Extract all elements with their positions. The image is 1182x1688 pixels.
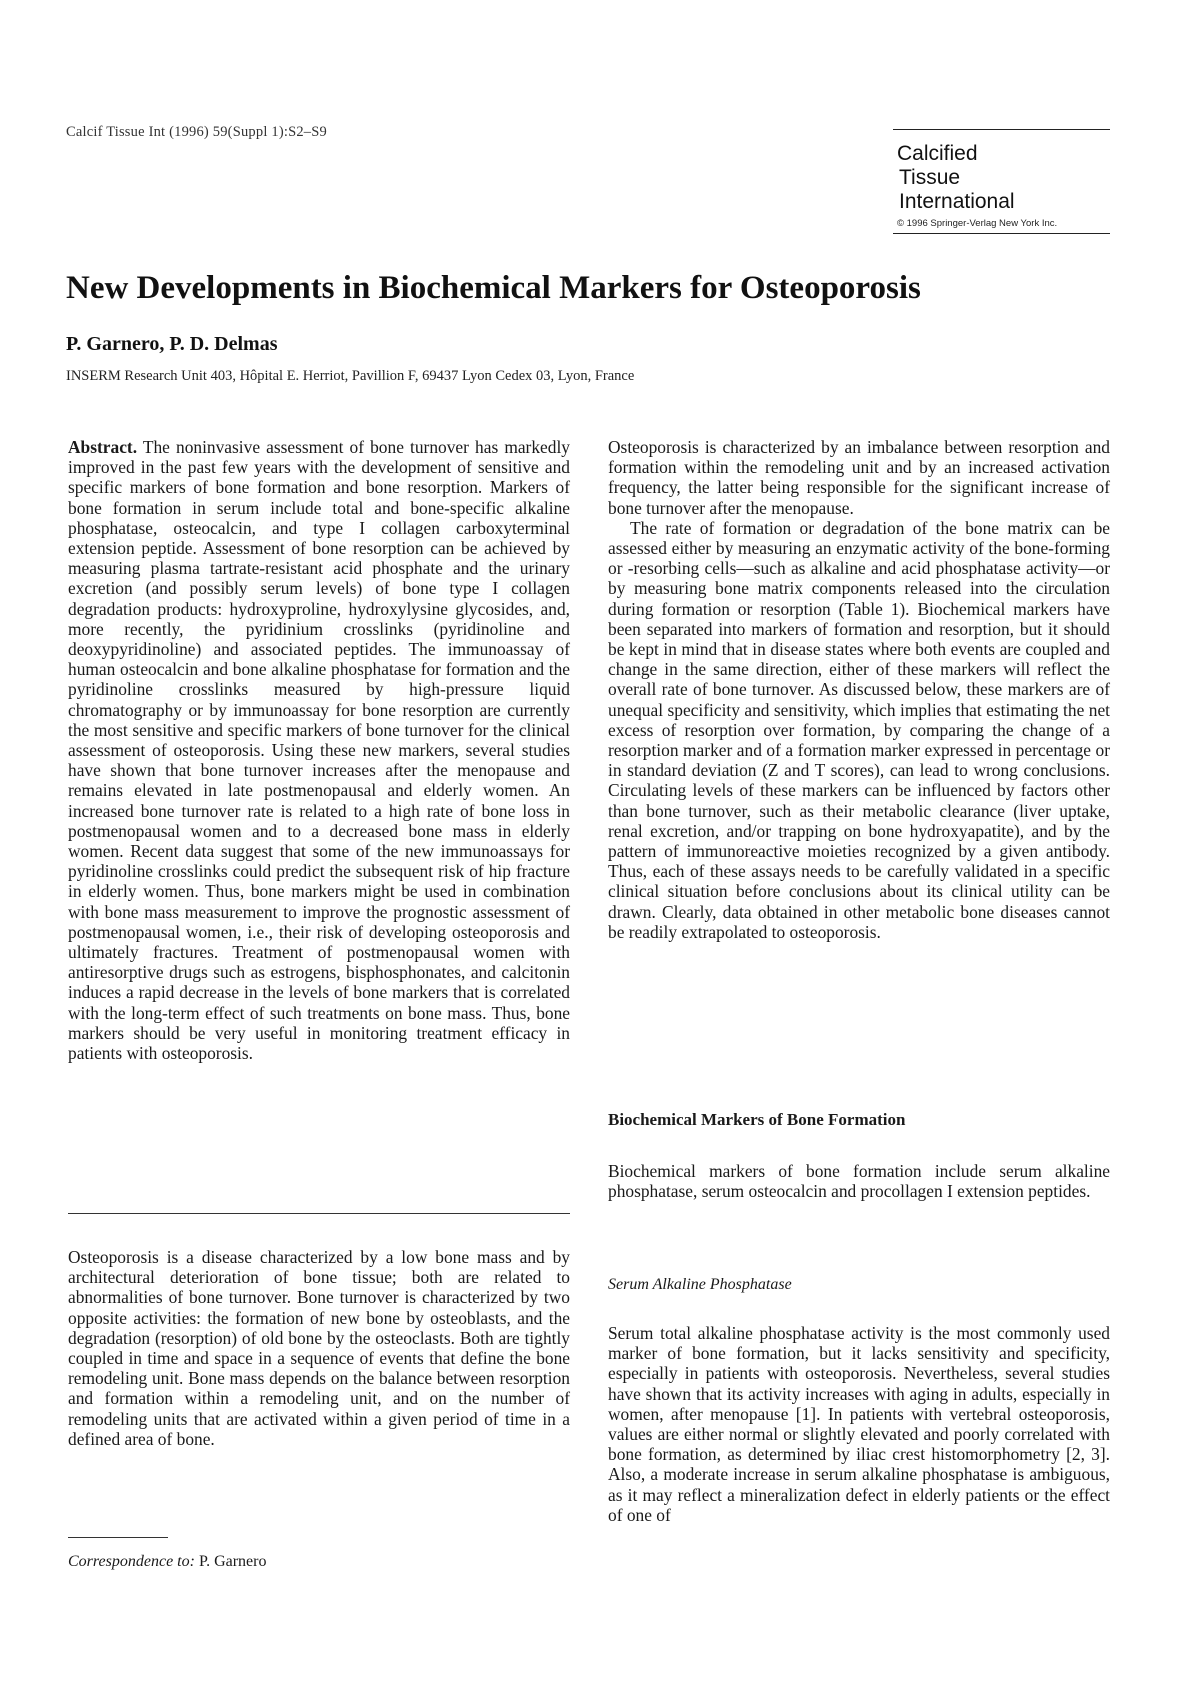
author-affiliation: INSERM Research Unit 403, Hôpital E. Herriot, Pavillion F, 69437 Lyon Cedex 03, Lyon, France xyxy=(66,368,635,384)
logo-bottom-rule xyxy=(893,233,1110,234)
journal-logo xyxy=(893,129,1110,234)
correspondence-label: Correspondence to: xyxy=(68,1553,195,1570)
copyright-notice: © 1996 Springer-Verlag New York Inc. xyxy=(897,218,1058,229)
abstract-divider xyxy=(68,1213,570,1214)
article-title: New Developments in Biochemical Markers for Osteoporosis xyxy=(66,270,921,306)
abstract-label: Abstract. xyxy=(68,437,138,457)
right-paragraph-2: The rate of formation or degradation of the bone matrix can be assessed either by measuring an enzymatic activity of the bone-forming or -resorbing cells—such as alkaline and acid phosphatase activity—or by measuring bone matrix components released into the circulation during formation or resorption (Table 1). Biochemical markers have been separated into markers of formation and resorption, but it should be kept in mind that in disease states where both events are coupled and change in the same direction, either of these markers will reflect the overall rate of bone turnover. As discussed below, these markers are of unequal specificity and sensitivity, which implies that estimating the net excess of resorption over formation, by comparing the change of a resorption marker and of a formation marker expressed in percentage or in standard deviation (Z and T scores), can lead to wrong conclusions. Circulating levels of these markers can be influenced by factors other than bone turnover, such as their metabolic clearance (liver uptake, renal excretion, and/or trapping on bone hydroxyapatite), and by the pattern of immunoreactive moieties recognized by a given antibody. Thus, each of these assays needs to be carefully validated in a specific clinical situation before conclusions about its clinical utility can be drawn. Clearly, data obtained in other metabolic bone diseases cannot be readily extrapolated to osteoporosis. xyxy=(608,517,1110,942)
formation-paragraph: Biochemical markers of bone formation include serum alkaline phosphatase, serum osteocalcin and procollagen I extension peptides. xyxy=(608,1161,1110,1202)
journal-name-line-2: Tissue xyxy=(899,166,961,189)
abstract-text: The noninvasive assessment of bone turnover has markedly improved in the past few years with the development of sensitive and specific markers of bone formation and bone resorption. Markers of bone formation in serum include total and bone-specific alkaline phosphatase, osteocalcin, and type I collagen carboxyterminal extension peptide. Assessment of bone resorption can be achieved by measuring plasma tartrate-resistant acid phosphate and the urinary excretion (and possibly serum levels) of bone type I collagen degradation products: hydroxyproline, hydroxylysine glycosides, and, more recently, the pyridinium crosslinks (pyridinoline and deoxypyridinoline) and associated peptides. The immunoassay of human osteocalcin and bone alkaline phosphatase for formation and the pyridinoline crosslinks measured by high-pressure liquid chromatography or by immunoassay for bone resorption are currently the most sensitive and specific markers of bone turnover for the clinical assessment of osteoporosis. Using these new markers, several studies have shown that bone turnover increases after the menopause and remains elevated in late postmenopausal and elderly women. An increased bone turnover rate is related to a high rate of bone loss in postmenopausal women and to a decreased bone mass in elderly women. Recent data suggest that some of the new immunoassays for pyridinoline crosslinks could predict the subsequent risk of hip fracture in elderly women. Thus, bone markers might be used in combination with bone mass measurement to improve the prognostic assessment of postmenopausal women, i.e., their risk of developing osteoporosis and ultimately fractures. Treatment of postmenopausal women with antiresorptive drugs such as estrogens, bisphosphonates, and calcitonin induces a rapid decrease in the levels of bone markers that is correlated with the long-term effect of such treatments on bone mass. Thus, bone markers should be very useful in monitoring treatment efficacy in patients with osteoporosis. xyxy=(68,437,570,1064)
journal-citation: Calcif Tissue Int (1996) 59(Suppl 1):S2–S9 xyxy=(66,124,327,140)
section-heading-formation: Biochemical Markers of Bone Formation xyxy=(608,1110,906,1129)
logo-top-rule xyxy=(893,129,1110,130)
correspondence-footnote xyxy=(68,1553,266,1571)
subsection-heading-alkaline-phosphatase: Serum Alkaline Phosphatase xyxy=(608,1276,792,1293)
article-authors: P. Garnero, P. D. Delmas xyxy=(66,333,278,355)
journal-name-line-3: International xyxy=(899,190,1015,213)
introduction-section xyxy=(68,1247,570,1449)
formation-section xyxy=(608,1161,1110,1201)
footnote-divider xyxy=(68,1537,168,1538)
alkaline-phosphatase-section xyxy=(608,1323,1110,1525)
alkaline-phosphatase-paragraph: Serum total alkaline phosphatase activity is the most commonly used marker of bone formation, but it lacks sensitivity and specificity, especially in patients with osteoporosis. Nevertheless, several studies have shown that its activity increases with aging in adults, especially in women, after menopause [1]. In patients with vertebral osteoporosis, values are either normal or slightly elevated and poorly correlated with bone formation, as determined by iliac crest histomorphometry [2, 3]. Also, a moderate increase in serum alkaline phosphatase is ambiguous, as it may reflect a mineralization defect in elderly patients or the effect of one of xyxy=(608,1323,1110,1525)
journal-name xyxy=(897,142,1110,214)
right-paragraph-1: Osteoporosis is characterized by an imbalance between resorption and formation within the remodeling unit and by an increased activation frequency, the latter being responsible for the significant increase of bone turnover after the menopause. xyxy=(608,437,1110,518)
journal-name-line-1: Calcified xyxy=(897,142,978,165)
correspondence-name: P. Garnero xyxy=(198,1553,267,1570)
right-column-intro xyxy=(608,437,1110,942)
abstract-section xyxy=(68,437,570,1063)
intro-paragraph: Osteoporosis is a disease characterized by a low bone mass and by architectural deterioration of bone tissue; both are related to abnormalities of bone turnover. Bone turnover is characterized by two opposite activities: the formation of new bone by osteoblasts, and the degradation (resorption) of old bone by the osteoclasts. Both are tightly coupled in time and space in a sequence of events that define the bone remodeling unit. Bone mass depends on the balance between resorption and formation within a remodeling unit, and on the number of remodeling units that are activated within a given period of time in a defined area of bone. xyxy=(68,1247,570,1449)
